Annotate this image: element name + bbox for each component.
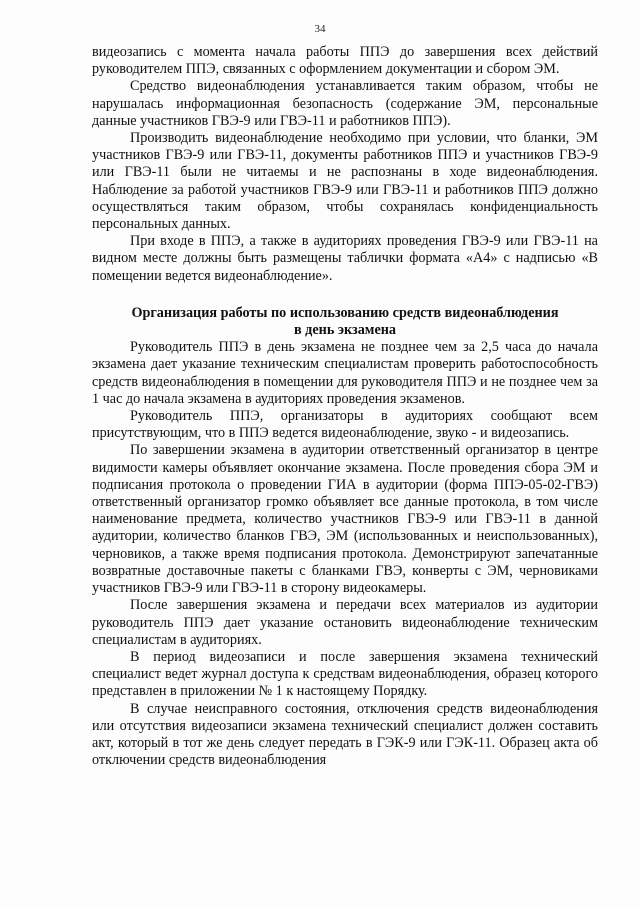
section-heading-line-2: в день экзамена xyxy=(293,322,397,339)
paragraph-announcement: Руководитель ППЭ, организаторы в аудиториях сообщают всем присутствующим, что в ППЭ ведется видеонаблюдение, звуко - и видеозапись. xyxy=(92,408,598,442)
page-content xyxy=(92,44,598,769)
paragraph-stop-recording: После завершения экзамена и передачи всех материалов из аудитории руководитель ППЭ дает указание остановить видеонаблюдение техническим специалистам в аудиториях. xyxy=(92,597,598,648)
paragraph-camera-placement: Средство видеонаблюдения устанавливается таким образом, чтобы не нарушалась информационная безопасность (содержание ЭМ, персональные данные участников ГВЭ-9 или ГВЭ-11 и работников ППЭ). xyxy=(92,78,598,129)
paragraph-continuation: видеозапись с момента начала работы ППЭ до завершения всех действий руководителем ППЭ, связанных с оформлением документации и сбором ЭМ. xyxy=(92,44,598,78)
paragraph-malfunction-act: В случае неисправного состояния, отключения средств видеонаблюдения или отсутствия видеозаписи экзамена технический специалист должен составить акт, который в тот же день следует передать в ГЭК-9 или ГЭК-11. Образец акта об отключении средств видеонаблюдения xyxy=(92,700,598,769)
paragraph-exam-completion: По завершении экзамена в аудитории ответственный организатор в центре видимости камеры объявляет окончание экзамена. После проведения сбора ЭМ и подписания протокола о проведении ГИА в аудитории (форма ППЭ-05-02-ГВЭ) ответственный организатор громко объявляет все данные протокола, в том числе наименование предмета, количество участников ГВЭ-9 или ГВЭ-11 в данной аудитории, количество бланков ГВЭ, ЭМ (использованных и неиспользованных), черновиков, а также время подписания протокола. Демонстрируют запечатанные возвратные доставочные пакеты с бланками ГВЭ, конверты с ЭМ, черновиками участников ГВЭ-9 или ГВЭ-11 в сторону видеокамеры. xyxy=(92,442,598,597)
paragraph-access-log: В период видеозаписи и после завершения экзамена технический специалист ведет журнал доступа к средствам видеонаблюдения, образец которого представлен в приложении № 1 к настоящему Порядку. xyxy=(92,648,598,700)
paragraph-head-instructions: Руководитель ППЭ в день экзамена не позднее чем за 2,5 часа до начала экзамена дает указание техническим специалистам проверить работоспособность средств видеонаблюдения в помещении для руководителя ППЭ и не позднее чем за 1 час до начала экзамена в аудиториях проведения экзаменов. xyxy=(92,339,598,407)
section-heading-line-1: Организация работы по использованию средств видеонаблюдения xyxy=(131,304,559,321)
paragraph-surveillance-conditions: Производить видеонаблюдение необходимо при условии, что бланки, ЭМ участников ГВЭ-9 или ГВЭ-11, документы работников ППЭ и участников ГВЭ-9 или ГВЭ-11 были не читаемы и не распознаны в ходе видеонаблюдения. Наблюдение за работой участников ГВЭ-9 или ГВЭ-11 и работников ППЭ должно осуществляться таким образом, чтобы сохранялась конфиденциальность персональных данных. xyxy=(92,130,598,233)
section-heading xyxy=(92,305,598,339)
page-number: 34 xyxy=(314,23,326,35)
paragraph-signage: При входе в ППЭ, а также в аудиториях проведения ГВЭ-9 или ГВЭ-11 на видном месте должны быть размещены таблички формата «А4» с надписью «В помещении ведется видеонаблюдение». xyxy=(92,233,598,284)
